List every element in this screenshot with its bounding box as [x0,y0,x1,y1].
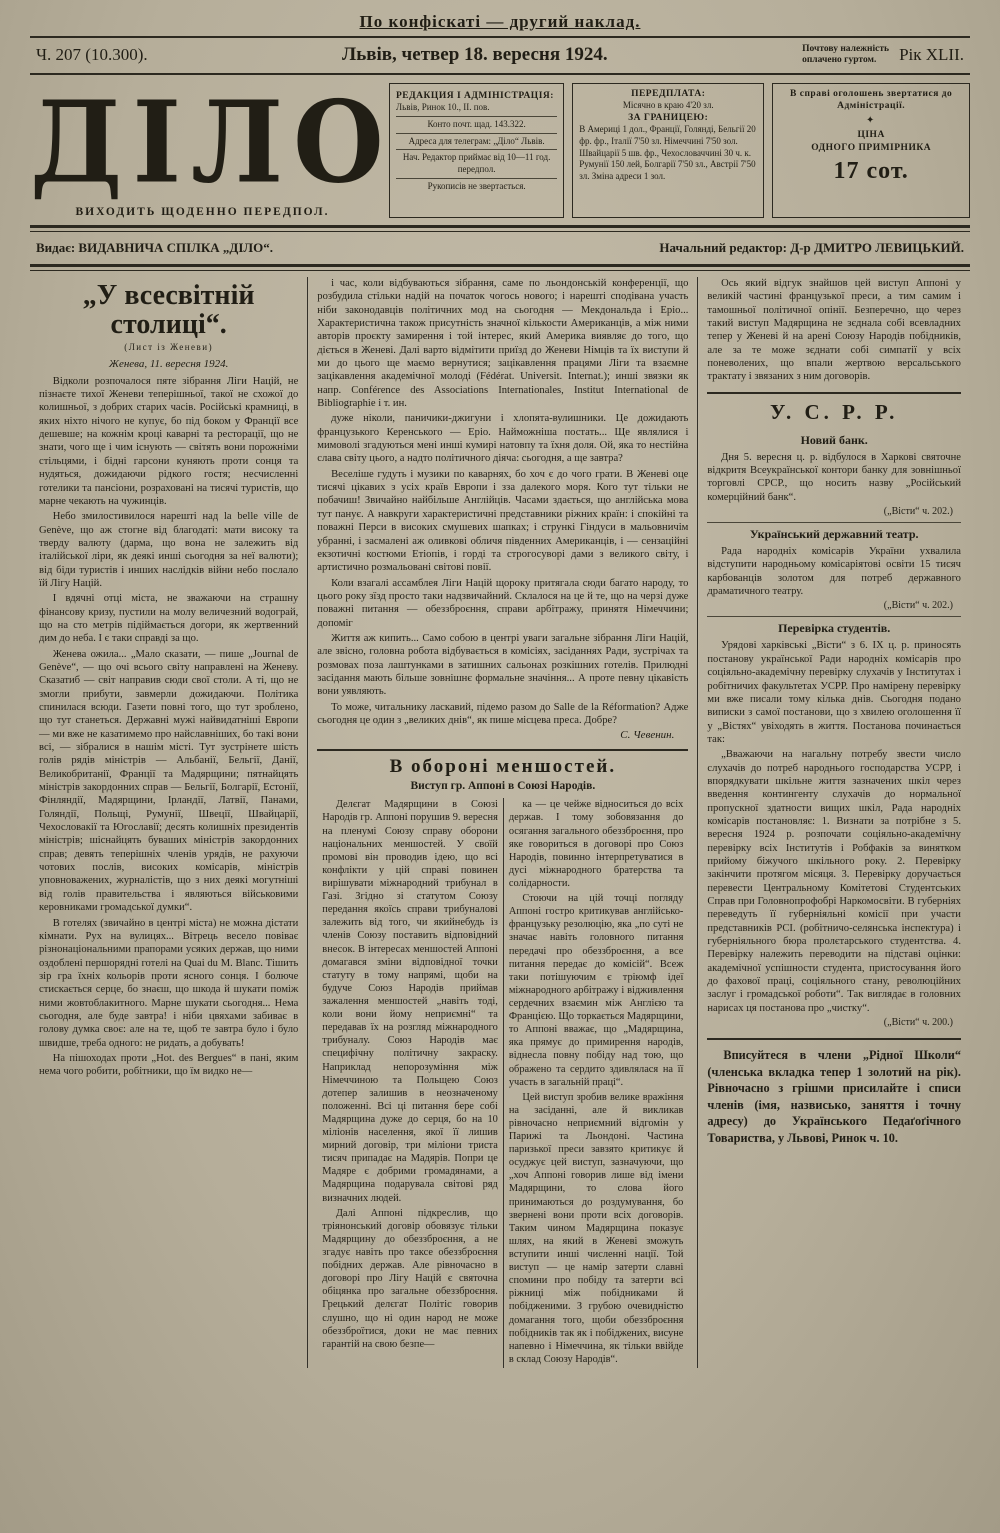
paragraph: „Вважаючи на нагальну потребу звести число слухачів до потреб народнього господарства УСРР, і впорядкувати шкільне життя зазначених шкіл через введення контингенту слухачів до нормальної пропускної здатности вищих шкіл, Рада народніх комісарів постановляє: 1. Визнати за потрібне з 5. вересня 1924 р. розпочати соціяльно-академічну перевірку всіх Інститутів і Робфаків за винятком прийому біжучого шкільного року. 2. Перевірку закінчити протягом місяця. 3. Перевірку доручається перевести Центральному Комітетові Студентських Справ при Головнопрофобрі Наркомосвіти. В губерніях переведуть її губерніяльні комісії при участи представників РСІ. (робітничо-селянська інспектура) і губерніяльного бюра пролєтарського студентства. 4. Перевірку належить переводити на підставі оцінки: академічної успішности студента, пристосування його до фахової праці, соціяльного стану, революційних заслуг і громадської роботи“. Так виглядає в головних нарисах ця постанова про „чистку“. [707,749,961,1014]
manuscripts-note: Рукописів не звертається. [396,178,557,195]
paragraph: і час, коли відбуваються зібрання, саме по льондонській конференції, що розбудила стільки надій на початок чогось нового; і нарешті сподівана участь ніби законодавців політичних мод на сьогодня — Мекдональда і Еріо... Характеристична також присутність значної кількости Американців, а між ними авторів проєкту замирення і той інтерес, який Америка виявляє до того, що діється в Женеві. Далі варто відмітити приїзд до Женеви Німців та їх виступи й ми до цього ще маємо вернутися; зацікавлення працями Ліги та взаємне зацікавлення академічної молоді (Fédérat. Universit. Internat.); инші звязки як напр. Conférence des Associations Internationales, Institut International de Bibliographie і т. ин. [317,277,689,410]
column-1 [30,277,307,1368]
publisher-label: Видає: ВИДАВНИЧА СПІЛКА „ДІЛО“. [36,239,273,255]
subscription-domestic: Місячно в краю 4'20 зл. [622,100,714,111]
publisher-row [30,235,970,261]
notice-text: Вписуйтеся в члени „Рідної Школи“ (членська вкладка тепер 1 золотий на рік). Рівночасно з грішми присилайте і списи членів (імя, назвисько, заняття і точну адресу) до Українського Педаґоґічного Товариства, у Львові, Ринок ч. 10. [707,1048,961,1146]
telegram-label: Адреса для телеграм: [408,135,491,146]
column-3 [697,277,970,1368]
subscription-abroad-title: ЗА ГРАНИЦЕЮ: [628,112,709,123]
section-source: („Вісти“ ч. 202.) [883,600,953,612]
article2-title: В обороні меншостей. [389,756,617,778]
office-konto: Конто почт. щад. 143.322. [396,116,557,133]
article2-right-column [503,798,689,1368]
chief-editor-label: Начальний редактор: Д-р ДМИТРО ЛЕВИЦЬКИЙ. [659,239,964,255]
ridna-shkola-notice [707,1038,961,1147]
section-heading: Новий банк. [800,432,868,447]
price-label-2: ОДНОГО ПРИМІРНИКА [811,142,932,153]
city-date: Львів, четвер 18. вересня 1924. [342,44,608,66]
postage-line-2: оплачено гуртом. [802,55,877,66]
section-heading: Український державний театр. [749,527,919,542]
paragraph: Веселіше гудуть і музики по каварнях, бо хоч є до чого грати. В Женеві оце тисячі цікавих з усіх країв Европи і зза далекого моря. Кого тут тільки не побачиш! Звичайно найбільше Англійців. Часами здається, що англійська мова тут панує. А навкруги характеристичні представники ріжних країн: і спокійні та поважні Перси в високих смушевих шапках; і стрункі Гіндуси в мальовничім убранні, і засмалені аж оливкові обличя південних Американців, і — сензаційні екзотичні костюми Етіопів, і горді та строгосуворі дами з великого світу, і артистично розмальовані світові повії. [317,468,689,574]
paragraph: Відколи розпочалося пяте зібрання Ліги Націй, не пізнаєте тихої Женеви теперішньої, такої не схожої до колишньої, з добрих старих часів. Російські крамниці, в яких ніхто нічого не купує, бо під боком у Франції все дешевше; на кожнім кроці каварні та ресторації, що не знати, чого ще і чим існують — світять вони порожніми стільцями, і бідні гарсони куняють проти сонця та нудяться, дожидаючи рідкого гостя; несчисленні готелики та пансіони, розраховані на тисячі туристів, що марне чекають на чужинців. [39,375,299,507]
confiscation-note: По конфіскаті — другий наклад. [359,12,641,31]
paragraph: Женева ожила... „Мало сказати, — пише „Journal de Genève“, — що очі всього світу направлені на Женеву. Сказатиб — світ направив сюди свої столи. А ті, що не змогли прибути, завмерли дожидаючи. Політика спинилася всюди. Газети повні того, що тут зроблено, що тут станеться. Державні мужі найвидатніші Европи — ми вже не казатимемо про найславніших, бо такі вони всі, — зібралися в нашім місті. Тут зустрінете шість голів рядів міністрів — Альбанії, Бельгії, Данії, Великобританії, Франції та Мадярщини; пятнайцять міністрів закордонних справ — Бельгії, Болгарії, Естонії, Фінляндії, Мадярщини, Ірландії, Латвії, Панами, Голяндії, Польщі, Румунії, Швеції, Швайцарії, Чехословакії та Югославії; десять колишніх президентів міністрів; шіснайцять буваших міністрів закордонних справ; девять теперішніх членів урядів, не рахуючи чотових послів, високих комісарів, міністрів уповноважених, журналістів, що з них деякі могутніші від голів правительства і являються військовими керовниками громадської думки“. [39,648,299,914]
section-body [707,451,961,504]
paragraph: ка — це чейже відноситься до всіх держав. І тому зобовязання до осягання загального обеззброєння, про яке говориться в договорі про Союз Народів, повинно інтерпретуватися в дусі міжнародного братерства та солідарности. [508,799,684,889]
paragraph: В готелях (звичайно в центрі міста) не можна дістати кімнати. Рух на вулицях... Вітрець весело повіває різнонаціональними прапорами усяких держав, що ними оздоблені першорядні готелі на Quai du M. Blanc. Тішить зір гра їхніх кольорів проти ясного сонця. І болюче стискається серце, бо знаєш, що шкода й шукати поміж ними жовтоблакитного. Марне шукати сьогодня... Нема сьогодня, але буде завтра! і ніби цвяхами забиває в голову думка своє: але на те, щоб те завтра було і було швидше, треба одного: не ридать, а добувать! [39,917,299,1049]
article1-title: „У всесвітній столиці“. [82,279,255,341]
section-source: („Вісти“ ч. 200.) [883,1017,953,1029]
article1-column2-text [317,277,688,727]
article1-column1-text [39,375,298,1079]
paragraph: Далі Аппоні підкреслив, що тріянонський договір обовязує тільки Мадярщину до обеззброєння, а не згадує навіть про таксе обеззброєння побідних держав. Але рівночасно в договорі про Лігу Націй є святочна обіцянка про загальне обеззброєння. Грецький делєгат Політіс говорив слушно, що ні один народ не може обеззброїтися, доки не має певних гарантій на свою безпе— [322,1207,498,1350]
article2-subtitle: Виступ гр. Аппоні в Союзі Народів. [410,780,596,793]
paragraph: На пішоходах проти „Hot. des Bergues“ в пані, яким нема чого робити, робітники, що їм видко не— [39,1052,299,1078]
body-columns [30,277,970,1368]
logo-block [30,75,394,218]
paragraph: Дня 5. вересня ц. р. відбулося в Харкові святочне відкритя Всеукраїнської контори банку для зовнішньої торговлі СРСР., що носить назву „Російський комерційний банк“. [707,451,961,503]
paragraph: дуже ніколи, паничики-джигуни і хлопята-вулишники. Це дожидають французького Керенського — Еріо. Найможніша постать... Ще являлися і мимоволі згадуються мені инші кумирі натовпу та їхня доля. Ой, яка то нестійна слава світу цього, а надто політичного діяча: сьогодня, а ще завтра? [317,413,689,465]
paragraph: Делєгат Мадярщини в Союзі Народів гр. Аппоні порушив 9. вересня на пленумі Союзу справу оборони національних меншостей. У своїй промові він проводив ідею, що всі конфлікти у цій справі повинен вирішувати міжнародний трибунал в Газі. Згідно зі статутом Союзу передання якоїсь справи трибуналові залежить від того, чи якийнебудь із членів Союзу поставить відповідний внесок. В інтересах меншостей Аппоні домагався зміни відповідної точки статуту в тому напрямі, щоби на будуче Союз Народів приймав зажалення меншостей „навіть тоді, коли вони йому неприємні“ та передавав їх на розгляд міжнародного трибуналу. Союз Народів має специфічну політичну закраску. Наприклад непорозуміння між Німеччиною та Польщею Союз дотепер залишив в неозначеному положенні. Всі ці питання бере собі Мадярщина дуже до серця, бо на 10 міліонів населення, якої її лишив мирний договір, три міліони триста тисяч припадає на Мадярів. Попри це Мадяре є добрими громадянами, а Мадярщина подарувала світові ряд визначних людей. [322,799,498,1204]
article2 [317,749,688,1368]
ornament-icon: ✦ [865,115,877,127]
usrr-section-students [707,616,961,1028]
divider [30,36,970,38]
subscription-box [572,83,764,218]
masthead-info-boxes [389,83,970,218]
paragraph: Рада народніх комісарів України ухвалила відступити народньому комісаріятові освіти 15 тисяч карбованців золотом для потреб державного драматичного театру. [707,546,961,598]
paragraph: Цей виступ зробив велике вражіння на засіданні, але й викликав рівночасно неприємний відгомін у Парижі та Льондоні. Частина паризької преси завзято критикує й осуджує цей виступ, зазначуючи, що „хоч Аппоні говорив лише від імени Мадярщини, то слова його принимаються до роздумування, бо звернені вони проти всіх договорів. Таким чином Мадярщина показує шлях, на який в Женеві зможуть вступити инші численні нації. Той виступ — це намір затерти славні спомини про побіду та затерти всі ріжниці між побідниками й побідженими. З грубою очевидністю домагання того, щоби обеззброєння побідників так як і побіджених, висуне напевно і Німеччина, як тільки ввійде в склад Союзу Народів“. [508,1091,684,1365]
usrr-section-theatre [707,522,961,611]
paragraph: Небо змилостивилося нарешті над la belle ville de Genève, що аж стогне від благодаті: мати високу та тверду валюту (дарма, що вона не залежить від італійської ліри, як деякі инші сьогодня за неї валюти); від біди туристів і инших наслідків війни небо послало їй Лігу Націй. [39,511,299,589]
article1-signature: С. Чевенин. [620,729,675,742]
column3-lead-paragraph: Ось який відгук знайшов цей виступ Аппоні у великій частині французької преси, а тим самим і тамошньої політичної опінії. Безперечно, що через такий виступ Мадярщина не зєднала собі всевладних тепер у Женеві й на арені Союзу Народів побідників, але за те може зєднати собі симпатії у всіх поневолених, що впали жертвою версальського трактату і звязаних з ним договорів. [707,277,961,383]
masthead [30,77,970,222]
office-telegram [396,133,557,150]
issue-number: Ч. 207 (10.300). [36,45,148,65]
article1-subtitle: (Лист із Женеви) [124,341,214,352]
newspaper-logo: ДІЛО [30,75,394,209]
article2-columns [317,798,688,1368]
paragraph: Урядові харківські „Вісти“ з 6. IX ц. р. приносять постанову української Ради народніх комісарів про соціяльно-академічну перевірку слухачів у Інститутах і робітничих факультетах УСРР. Про намірену перевірку ми вже писали тому кілька днів. Сьогодня подано виписки з самої постанови, що з хвилею оголошення її у „Вістях“ увіходять в життя. Постанова починається так: [707,640,961,745]
usrr-section [707,392,961,1028]
section-body [707,639,961,1015]
price-label-1: ЦІНА [857,130,885,141]
article2-left-column [317,798,503,1368]
section-body [707,545,961,598]
usrr-title: У. С. Р. Р. [770,399,899,424]
paragraph: І вдячні отці міста, не зважаючи на страшну фінансову кризу, пустили на молу величезний водограй, що на сто метрів підіймається догори, як жертвенний дим до неба. І є таки справді за що. [39,593,299,645]
section-heading: Перевірка студентів. [778,621,891,636]
column-2 [307,277,697,1368]
ads-note: В справі оголошень звертатися до Адміністрації. [790,88,953,112]
subscription-abroad-rates: В Америці 1 дол., Франції, Голянді, Бельгії 20 фр. фр., Італії 7'50 зл. Німеччині 7'50 зол. Швайцарії 5 шв. фр., Чехословаччині 30 ч. к. Румунії 150 лей, Болгарії 7'50 зл., Австрії 7'50 зл. Зміна адреси 1 зол. [579,124,756,181]
article1-dateline: Женева, 11. вересня 1924. [108,357,229,370]
paragraph: То може, читальнику ласкавий, підемо разом до Salle de la Réformation? Адже сьогодня це один з „великих днів“, як пише місцева преса. Добре? [317,701,689,726]
office-title: РЕДАКЦИЯ І АДМІНІСТРАЦІЯ: [396,90,554,101]
editorial-office-box [389,83,564,218]
divider [30,264,970,271]
masthead-tagline: ВИХОДИТЬ ЩОДЕННО ПЕРЕДПОЛ. [75,205,330,218]
section-source: („Вісти“ ч. 202.) [883,506,953,518]
paragraph: Коли взагалі ассамблея Ліги Націй щороку притягала сюди багато народу, то цього року зїзд просто таки надзвичайний. Склалося на це й те, що на черзі дуже поважні питання — обеззброєння, справи арбітражу, принятя Німеччини; допоміг [317,577,689,629]
usrr-section-bank [707,429,961,517]
postage-line-1: Почтову належність [802,44,890,54]
issue-header [30,40,970,71]
telegram-address: „Діло“ Львів. [493,135,545,146]
price-box [772,83,970,218]
volume-label: Рік XLII. [899,45,964,65]
office-address: Львів, Ринок 10., II. пов. [396,102,490,113]
divider [30,225,970,232]
postage-note [802,44,889,67]
editor-hours: Нач. Редактор приймає від 10—11 год. передпол. [396,149,557,177]
paragraph: Життя аж кипить... Само собою в центрі уваги загальне зібрання Ліги Націй, але звісно, головна робота відбувається в комісіях, засіданнях Ради, зустрічах та розмовах поза лаштунками в затишних сальонах розкішних готелів. Прилюдні засідання мають більше зовнішнє формальне значіння... А проте певну цікавість вони уявляють. [317,632,689,698]
subscription-title: ПЕРЕДПЛАТА: [631,88,706,99]
paragraph: Стоючи на цій точці погляду Аппоні гостро критикував англійсько-французьку резолюцію, яка „по суті не значає навіть головного питання передачі про обеззброєння, а все питання передає до комісій“. Всеж таки потішуючим є тріюмф ідеї міжнародного арбітражу і відживлення сердечних взаємин між Англією та Францією. Що торкається Мадярщини, то Аппоні вважає, що „Мадярщина, яка прямує до примирення народів, віднесла повну побіду над тою, що ображено та сердито здивлялася на її участь в загальній праці“. [508,893,684,1088]
price-value: 17 сот. [833,158,909,185]
